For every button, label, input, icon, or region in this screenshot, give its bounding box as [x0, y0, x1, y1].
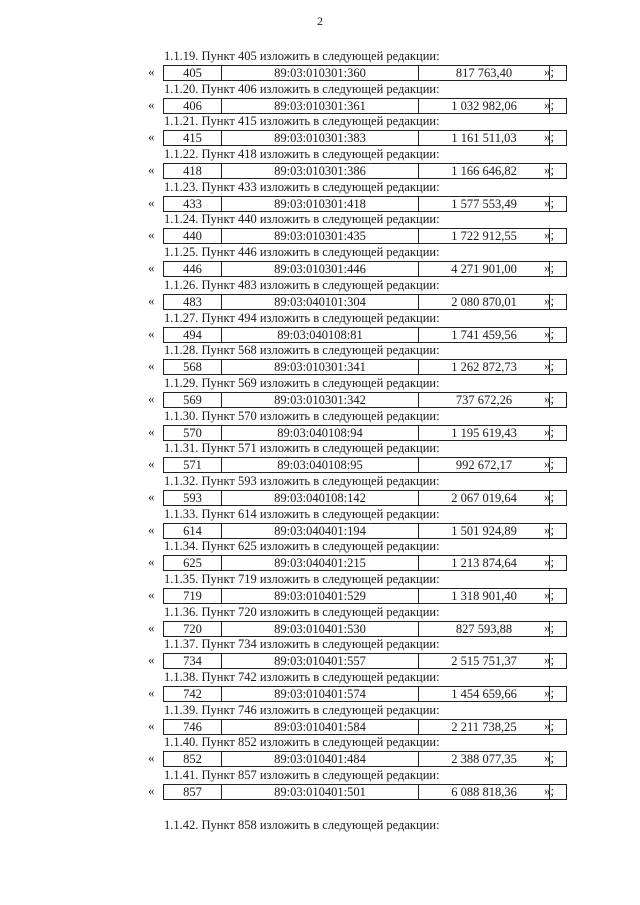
item-number-cell: 406	[183, 98, 202, 113]
value-cell: 1 501 924,89	[418, 524, 549, 538]
amendment-entry	[148, 507, 568, 540]
quote-open-mark: «	[148, 162, 155, 178]
quote-open-mark: «	[148, 587, 155, 602]
table-row	[163, 653, 567, 669]
amendment-entry	[148, 670, 568, 703]
cadastral-number-cell: 89:03:040101:304	[221, 295, 418, 309]
table-row	[163, 719, 567, 735]
quote-open-mark: «	[148, 423, 155, 439]
item-number-cell: 720	[183, 621, 202, 636]
amendment-row	[148, 392, 568, 407]
amendment-row	[148, 163, 568, 178]
quote-open-mark: «	[148, 652, 155, 668]
value-cell: 817 763,40	[418, 66, 549, 80]
amendment-entry	[148, 311, 568, 344]
item-number-cell: 742	[183, 687, 202, 702]
amendment-heading: 1.1.22. Пункт 418 изложить в следующей редакции:	[164, 147, 440, 162]
amendment-row	[148, 751, 568, 766]
quote-open-mark: «	[148, 750, 155, 766]
quote-open-mark: «	[148, 260, 155, 276]
quote-open-mark: «	[148, 64, 155, 79]
quote-close-mark: »;	[544, 783, 555, 799]
item-number-cell: 418	[183, 164, 202, 179]
amendment-row	[148, 294, 568, 309]
amendment-row	[148, 555, 568, 570]
table-row	[163, 359, 567, 375]
cadastral-number-cell: 89:03:010401:584	[221, 720, 418, 734]
item-number-cell: 571	[183, 458, 202, 473]
value-cell: 827 593,88	[418, 622, 549, 636]
amendment-entry	[148, 212, 568, 245]
amendment-row	[148, 327, 568, 342]
amendment-heading: 1.1.30. Пункт 570 изложить в следующей редакции:	[164, 408, 440, 423]
amendment-heading: 1.1.33. Пункт 614 изложить в следующей редакции:	[164, 506, 440, 521]
value-cell: 992 672,17	[418, 458, 549, 472]
item-number-cell: 446	[183, 262, 202, 277]
cadastral-number-cell: 89:03:010401:530	[221, 622, 418, 636]
item-number-cell: 593	[183, 490, 202, 505]
quote-close-mark: »;	[544, 717, 555, 733]
amendment-heading: 1.1.35. Пункт 719 изложить в следующей редакции:	[164, 572, 440, 586]
cadastral-number-cell: 89:03:010401:574	[221, 687, 418, 701]
cadastral-number-cell: 89:03:010301:341	[221, 360, 418, 374]
cadastral-number-cell: 89:03:010401:501	[221, 785, 418, 799]
quote-open-mark: «	[148, 390, 155, 406]
quote-close-mark: »;	[544, 96, 555, 112]
amendment-row	[148, 784, 568, 799]
quote-close-mark: »;	[544, 521, 555, 537]
amendment-entry	[148, 82, 568, 115]
amendment-entry	[148, 147, 568, 180]
amendment-row	[148, 523, 568, 538]
amendment-list	[148, 49, 568, 801]
amendment-heading: 1.1.37. Пункт 734 изложить в следующей редакции:	[164, 637, 440, 652]
amendment-entry	[148, 572, 568, 605]
value-cell: 1 454 659,66	[418, 687, 549, 701]
cadastral-number-cell: 89:03:010401:529	[221, 589, 418, 603]
amendment-row	[148, 425, 568, 440]
quote-close-mark: »;	[544, 390, 555, 406]
amendment-heading: 1.1.32. Пункт 593 изложить в следующей редакции:	[164, 473, 440, 488]
amendment-entry	[148, 768, 568, 801]
amendment-row	[148, 359, 568, 374]
quote-open-mark: «	[148, 194, 155, 210]
quote-close-mark: »;	[544, 194, 555, 210]
amendment-entry	[148, 409, 568, 442]
value-cell: 2 211 738,25	[418, 720, 549, 734]
quote-open-mark: «	[148, 554, 155, 570]
cadastral-number-cell: 89:03:040108:142	[221, 491, 418, 505]
amendment-heading: 1.1.23. Пункт 433 изложить в следующей редакции:	[164, 179, 440, 194]
table-row	[163, 392, 567, 408]
amendment-heading: 1.1.27. Пункт 494 изложить в следующей редакции:	[164, 310, 440, 325]
amendment-entry	[148, 441, 568, 474]
amendment-heading: 1.1.38. Пункт 742 изложить в следующей редакции:	[164, 670, 440, 685]
table-row	[163, 228, 567, 244]
value-cell: 1 577 553,49	[418, 197, 549, 211]
cadastral-number-cell: 89:03:040401:215	[221, 556, 418, 570]
quote-close-mark: »;	[544, 750, 555, 766]
quote-close-mark: »;	[544, 325, 555, 341]
quote-open-mark: «	[148, 358, 155, 374]
table-row	[163, 751, 567, 767]
table-row	[163, 98, 567, 114]
amendment-row	[148, 719, 568, 734]
amendment-heading: 1.1.28. Пункт 568 изложить в следующей редакции:	[164, 343, 440, 358]
table-row	[163, 490, 567, 506]
quote-open-mark: «	[148, 227, 155, 243]
value-cell: 1 032 982,06	[418, 99, 549, 113]
amendment-entry	[148, 278, 568, 311]
quote-open-mark: «	[148, 521, 155, 537]
amendment-heading: 1.1.31. Пункт 571 изложить в следующей редакции:	[164, 441, 440, 456]
quote-open-mark: «	[148, 129, 155, 145]
quote-close-mark: »;	[544, 292, 555, 308]
cadastral-number-cell: 89:03:010301:418	[221, 197, 418, 211]
cadastral-number-cell: 89:03:010301:342	[221, 393, 418, 407]
amendment-entry	[148, 49, 568, 82]
quote-close-mark: »;	[544, 554, 555, 570]
amendment-heading: 1.1.41. Пункт 857 изложить в следующей редакции:	[164, 768, 440, 783]
amendment-row	[148, 261, 568, 276]
quote-close-mark: »;	[544, 162, 555, 178]
table-row	[163, 555, 567, 571]
amendment-row	[148, 196, 568, 211]
cadastral-number-cell: 89:03:040108:95	[221, 458, 418, 472]
item-number-cell: 570	[183, 425, 202, 440]
item-number-cell: 852	[183, 752, 202, 767]
amendment-entry	[148, 703, 568, 736]
table-row	[163, 261, 567, 277]
item-number-cell: 625	[183, 556, 202, 571]
amendment-heading: 1.1.36. Пункт 720 изложить в следующей редакции:	[164, 604, 440, 619]
table-row	[163, 425, 567, 441]
value-cell: 737 672,26	[418, 393, 549, 407]
amendment-heading: 1.1.25. Пункт 446 изложить в следующей редакции:	[164, 245, 440, 260]
amendment-entry	[148, 180, 568, 213]
cadastral-number-cell: 89:03:010301:383	[221, 131, 418, 145]
value-cell: 1 262 872,73	[418, 360, 549, 374]
cadastral-number-cell: 89:03:010301:446	[221, 262, 418, 276]
quote-close-mark: »;	[544, 488, 555, 504]
value-cell: 6 088 818,36	[418, 785, 549, 799]
quote-close-mark: »;	[544, 358, 555, 374]
quote-close-mark: »;	[544, 587, 555, 602]
table-row	[163, 457, 567, 473]
quote-open-mark: «	[148, 325, 155, 341]
quote-open-mark: «	[148, 783, 155, 799]
quote-close-mark: »;	[544, 227, 555, 243]
amendment-heading: 1.1.34. Пункт 625 изложить в следующей редакции:	[164, 539, 440, 554]
cadastral-number-cell: 89:03:040401:194	[221, 524, 418, 538]
amendment-row	[148, 228, 568, 243]
amendment-heading: 1.1.21. Пункт 415 изложить в следующей редакции:	[164, 114, 440, 129]
item-number-cell: 483	[183, 294, 202, 309]
cadastral-number-cell: 89:03:040108:94	[221, 426, 418, 440]
cadastral-number-cell: 89:03:040108:81	[221, 328, 418, 342]
value-cell: 1 195 619,43	[418, 426, 549, 440]
item-number-cell: 568	[183, 360, 202, 375]
item-number-cell: 405	[183, 66, 202, 80]
quote-open-mark: «	[148, 456, 155, 472]
quote-close-mark: »;	[544, 64, 555, 79]
amendment-entry	[148, 637, 568, 670]
quote-close-mark: »;	[544, 456, 555, 472]
table-row	[163, 686, 567, 702]
table-row	[163, 784, 567, 800]
quote-open-mark: «	[148, 685, 155, 701]
quote-close-mark: »;	[544, 619, 555, 635]
item-number-cell: 494	[183, 327, 202, 342]
value-cell: 1 161 511,03	[418, 131, 549, 145]
amendment-heading: 1.1.19. Пункт 405 изложить в следующей редакции:	[164, 49, 440, 63]
quote-open-mark: «	[148, 292, 155, 308]
quote-open-mark: «	[148, 96, 155, 112]
amendment-entry	[148, 539, 568, 572]
table-row	[163, 130, 567, 146]
table-row	[163, 621, 567, 637]
item-number-cell: 440	[183, 229, 202, 244]
table-row	[163, 196, 567, 212]
cadastral-number-cell: 89:03:010401:484	[221, 752, 418, 766]
amendment-row	[148, 621, 568, 636]
amendment-row	[148, 130, 568, 145]
value-cell: 2 515 751,37	[418, 654, 549, 668]
amendment-entry	[148, 245, 568, 278]
amendment-heading: 1.1.40. Пункт 852 изложить в следующей редакции:	[164, 735, 440, 750]
amendment-heading: 1.1.20. Пункт 406 изложить в следующей редакции:	[164, 81, 440, 96]
value-cell: 1 213 874,64	[418, 556, 549, 570]
quote-open-mark: «	[148, 619, 155, 635]
amendment-row	[148, 490, 568, 505]
amendment-heading: 1.1.26. Пункт 483 изложить в следующей редакции:	[164, 277, 440, 292]
quote-close-mark: »;	[544, 652, 555, 668]
amendment-entry	[148, 735, 568, 768]
table-row	[163, 163, 567, 179]
amendment-row	[148, 653, 568, 668]
item-number-cell: 433	[183, 196, 202, 211]
table-row	[163, 294, 567, 310]
cadastral-number-cell: 89:03:010301:435	[221, 229, 418, 243]
amendment-row	[148, 65, 568, 80]
value-cell: 1 166 646,82	[418, 164, 549, 178]
cadastral-number-cell: 89:03:010401:557	[221, 654, 418, 668]
amendment-entry	[148, 114, 568, 147]
value-cell: 1 318 901,40	[418, 589, 549, 603]
amendment-row	[148, 686, 568, 701]
quote-close-mark: »;	[544, 260, 555, 276]
cadastral-number-cell: 89:03:010301:361	[221, 99, 418, 113]
value-cell: 2 080 870,01	[418, 295, 549, 309]
item-number-cell: 569	[183, 392, 202, 407]
item-number-cell: 734	[183, 654, 202, 669]
item-number-cell: 415	[183, 131, 202, 146]
amendment-row	[148, 98, 568, 113]
value-cell: 1 722 912,55	[418, 229, 549, 243]
page-number: 2	[317, 14, 323, 28]
amendment-row	[148, 457, 568, 472]
amendment-heading: 1.1.24. Пункт 440 изложить в следующей редакции:	[164, 212, 440, 227]
amendment-entry	[148, 605, 568, 638]
quote-close-mark: »;	[544, 129, 555, 145]
amendment-heading: 1.1.39. Пункт 746 изложить в следующей редакции:	[164, 702, 440, 717]
quote-open-mark: «	[148, 488, 155, 504]
quote-close-mark: »;	[544, 685, 555, 701]
amendment-row	[148, 588, 568, 603]
table-row	[163, 65, 567, 81]
value-cell: 1 741 459,56	[418, 328, 549, 342]
item-number-cell: 857	[183, 785, 202, 800]
item-number-cell: 746	[183, 719, 202, 734]
table-row	[163, 327, 567, 343]
amendment-entry	[148, 343, 568, 376]
item-number-cell: 614	[183, 523, 202, 538]
quote-close-mark: »;	[544, 423, 555, 439]
cadastral-number-cell: 89:03:010301:386	[221, 164, 418, 178]
amendment-entry	[148, 474, 568, 507]
value-cell: 4 271 901,00	[418, 262, 549, 276]
amendment-entry	[148, 376, 568, 409]
value-cell: 2 067 019,64	[418, 491, 549, 505]
amendment-heading: 1.1.29. Пункт 569 изложить в следующей редакции:	[164, 375, 440, 390]
table-row	[163, 523, 567, 539]
quote-open-mark: «	[148, 717, 155, 733]
value-cell: 2 388 077,35	[418, 752, 549, 766]
cadastral-number-cell: 89:03:010301:360	[221, 66, 418, 80]
item-number-cell: 719	[183, 589, 202, 603]
table-row	[163, 588, 567, 604]
amendment-heading-last: 1.1.42. Пункт 858 изложить в следующей редакции:	[164, 818, 440, 832]
